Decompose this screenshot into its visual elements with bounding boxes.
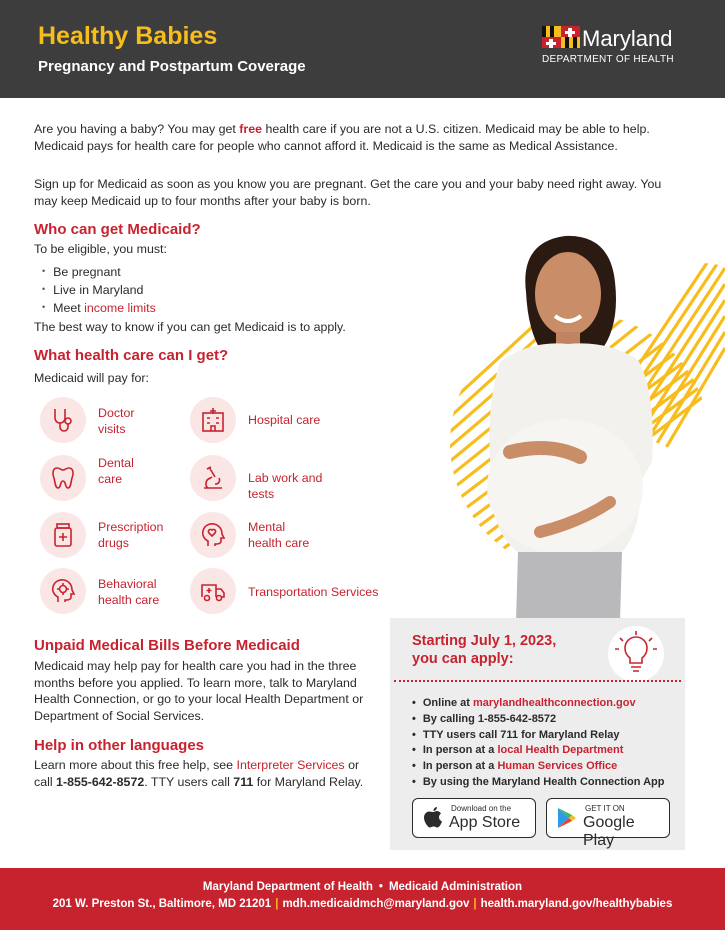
ambulance-icon <box>199 577 227 605</box>
mind-heart-icon <box>199 521 227 549</box>
app-store-button[interactable]: Download on the App Store <box>412 798 536 838</box>
intro-paragraph-1: Are you having a baby? You may get free health care if you are not a U.S. citizen. Medicaid may be able to help. Medicaid pays for health care for people who cannot afford it. Medicaid is the same as Medical Assistance. <box>34 122 650 153</box>
eligibility-lead: To be eligible, you must: <box>34 242 167 256</box>
page-footer <box>0 868 725 930</box>
unpaid-body: Medicaid may help pay for health care you had in the three months before you applied. To learn more, talk to Maryland Health Connection, or go to your local Health Department or Department of Social Services. <box>34 659 364 723</box>
footer-line-2: 201 W. Preston St., Baltimore, MD 21201 | mdh.medicaidmch@maryland.gov | health.maryland.gov/healthybabies <box>52 898 673 910</box>
tooth-icon <box>49 464 77 492</box>
service-behavioral-health: Behavioral health care <box>40 568 200 616</box>
service-doctor-visits: Doctor visits <box>40 397 200 445</box>
page-subtitle: Pregnancy and Postpartum Coverage <box>38 58 306 75</box>
care-lead: Medicaid will pay for: <box>34 371 150 385</box>
service-lab-work: Lab work and tests <box>190 455 350 503</box>
eligibility-closing: The best way to know if you can get Medicaid is to apply. <box>34 320 346 334</box>
dotted-divider <box>394 680 681 682</box>
free-emphasis: free <box>239 122 263 136</box>
head-gear-icon <box>49 577 77 605</box>
pregnant-woman-illustration <box>470 232 670 622</box>
languages-body: Learn more about this free help, see Interpreter Services or call 1-855-642-8572. TTY users call 711 for Maryland Relay. <box>34 758 364 789</box>
apply-box <box>390 618 685 850</box>
list-item: • In person at a local Health Department <box>412 743 664 759</box>
care-heading: What health care can I get? <box>34 347 229 364</box>
microscope-icon <box>199 464 227 492</box>
footer-web-link[interactable]: health.maryland.gov/healthybabies <box>480 898 673 910</box>
list-item: • In person at a Human Services Office <box>412 759 664 775</box>
service-dental-care: Dental care <box>40 455 200 503</box>
list-item: • Meet income limits <box>42 299 156 317</box>
footer-line-1: Maryland Department of Health • Medicaid Administration <box>202 881 523 893</box>
list-item: • Be pregnant <box>42 263 156 281</box>
service-mental-health: Mental health care <box>190 512 350 560</box>
interpreter-services-link[interactable]: Interpreter Services <box>236 758 345 772</box>
human-services-link[interactable]: Human Services Office <box>497 760 618 773</box>
service-transportation: Transportation Services <box>190 568 390 616</box>
page-title: Healthy Babies <box>38 22 218 50</box>
stethoscope-icon <box>49 406 77 434</box>
list-item: • Live in Maryland <box>42 281 156 299</box>
pill-bottle-icon <box>49 521 77 549</box>
list-item: • By calling 1-855-642-8572 <box>412 712 664 728</box>
list-item: • By using the Maryland Health Connection App <box>412 775 664 791</box>
logo-name: Maryland <box>582 26 673 51</box>
eligibility-list <box>42 263 156 317</box>
languages-heading: Help in other languages <box>34 737 205 754</box>
mhc-website-link[interactable]: marylandhealthconnection.gov <box>472 697 636 709</box>
apply-methods-list <box>412 696 664 791</box>
google-play-icon <box>557 807 577 829</box>
list-item: • TTY users call 711 for Maryland Relay <box>412 728 664 744</box>
footer-address: 201 W. Preston St., Baltimore, MD 21201 <box>52 898 272 910</box>
local-health-dept-link[interactable]: local Health Department <box>497 744 624 757</box>
apply-heading: Starting July 1, 2023, you can apply: <box>412 633 557 667</box>
maryland-logo <box>542 24 702 70</box>
list-item: • Online at marylandhealthconnection.gov <box>412 696 664 712</box>
lightbulb-icon <box>608 626 664 682</box>
logo-dept: DEPARTMENT OF HEALTH <box>542 54 674 65</box>
maryland-flag-icon <box>542 26 580 48</box>
intro-paragraph-2: Sign up for Medicaid as soon as you know you are pregnant. Get the care you and your baby need right away. You may keep Medicaid up to four months after your baby is born. <box>34 177 662 208</box>
income-limits-link[interactable]: income limits <box>84 301 156 315</box>
google-play-button[interactable]: GET IT ON Google Play <box>546 798 670 838</box>
eligibility-heading: Who can get Medicaid? <box>34 221 201 238</box>
footer-email-link[interactable]: mdh.medicaidmch@maryland.gov <box>282 898 470 910</box>
unpaid-heading: Unpaid Medical Bills Before Medicaid <box>34 637 300 654</box>
hospital-icon <box>199 406 227 434</box>
page-header <box>0 0 725 98</box>
apple-icon <box>423 807 443 829</box>
service-prescription-drugs: Prescription drugs <box>40 512 200 560</box>
service-hospital-care: Hospital care <box>190 397 350 445</box>
